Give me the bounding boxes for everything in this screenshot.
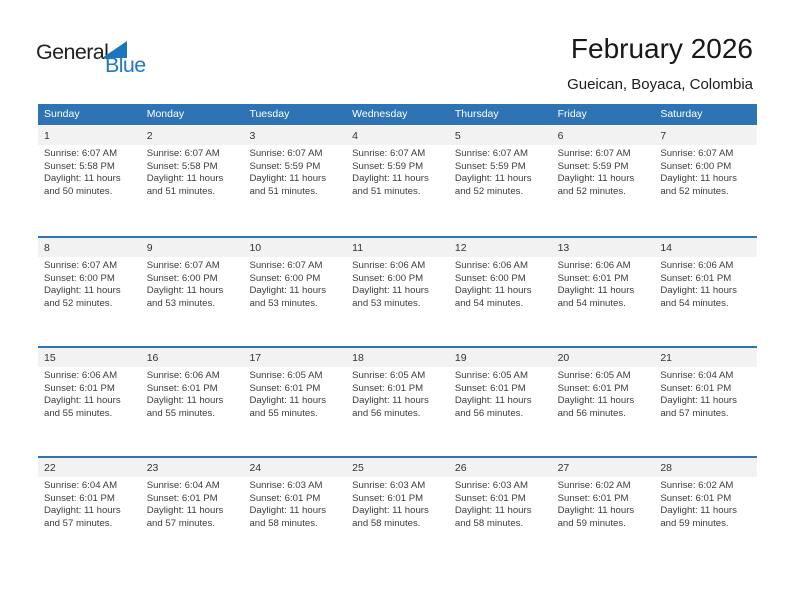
day-number-band	[346, 458, 449, 477]
sunset-text: Sunset: 6:01 PM	[660, 492, 732, 504]
day-cell-9	[141, 238, 244, 346]
page-title: February 2026	[570, 33, 753, 64]
day-number: 25	[352, 461, 364, 474]
sunrise-text: Sunrise: 6:04 AM	[660, 370, 734, 381]
day-info	[552, 145, 655, 199]
daylight-text-line1: Daylight: 11 hours	[352, 285, 429, 297]
daylight-text-line1: Daylight: 11 hours	[660, 395, 737, 407]
sunset-text: Sunset: 6:01 PM	[44, 382, 115, 394]
week-row-4	[38, 456, 757, 566]
daylight-text-line1: Daylight: 11 hours	[557, 395, 635, 407]
day-number-band	[552, 238, 655, 257]
day-cell-16	[141, 348, 244, 456]
day-number: 11	[352, 241, 364, 254]
daylight-text-line2: and 59 minutes.	[557, 518, 626, 530]
month-calendar	[38, 104, 757, 566]
day-info	[141, 145, 244, 199]
daylight-text-line2: and 54 minutes.	[454, 298, 524, 310]
weekday-header-tuesday: Tuesday	[249, 108, 290, 120]
day-number: 24	[249, 461, 262, 474]
daylight-text-line1: Daylight: 11 hours	[660, 285, 737, 297]
day-info	[552, 257, 655, 311]
daylight-text-line2: and 57 minutes.	[44, 518, 113, 530]
daylight-text-line2: and 52 minutes.	[454, 186, 524, 198]
sunrise-text: Sunrise: 6:06 AM	[454, 260, 528, 271]
day-number: 22	[44, 461, 56, 474]
sunrise-text: Sunrise: 6:07 AM	[660, 148, 734, 159]
day-number-band	[552, 458, 655, 477]
daylight-text-line1: Daylight: 11 hours	[557, 285, 635, 297]
sunrise-text: Sunrise: 6:06 AM	[44, 370, 118, 381]
weekday-header-sunday: Sunday	[44, 108, 80, 120]
sunrise-text: Sunrise: 6:07 AM	[249, 148, 323, 159]
daylight-text-line1: Daylight: 11 hours	[249, 395, 327, 407]
day-info	[141, 257, 244, 311]
daylight-text-line2: and 54 minutes.	[557, 298, 626, 310]
sunrise-text: Sunrise: 6:04 AM	[44, 480, 118, 491]
sunrise-text: Sunrise: 6:07 AM	[454, 148, 528, 159]
day-cell-25	[346, 458, 449, 566]
sunrise-text: Sunrise: 6:05 AM	[454, 370, 528, 381]
sunrise-text: Sunrise: 6:03 AM	[454, 480, 528, 491]
sunrise-text: Sunrise: 6:03 AM	[249, 480, 323, 491]
weekday-header-wednesday: Wednesday	[352, 108, 408, 120]
daylight-text-line2: and 56 minutes.	[454, 408, 524, 420]
day-cell-27	[552, 458, 655, 566]
day-number: 15	[44, 351, 56, 364]
day-number-band	[449, 238, 552, 257]
daylight-text-line2: and 58 minutes.	[249, 518, 318, 530]
sunrise-text: Sunrise: 6:05 AM	[249, 370, 323, 381]
day-number: 9	[146, 241, 153, 254]
weekday-header-friday: Friday	[557, 108, 587, 120]
day-cell-17	[243, 348, 346, 456]
day-cell-15	[38, 348, 141, 456]
day-cell-23	[141, 458, 244, 566]
daylight-text-line2: and 52 minutes.	[660, 186, 729, 198]
day-number-band	[243, 458, 346, 477]
day-number-band	[654, 238, 757, 257]
daylight-text-line1: Daylight: 11 hours	[352, 505, 429, 517]
day-cell-3	[243, 126, 346, 236]
sunrise-text: Sunrise: 6:07 AM	[44, 260, 118, 271]
day-number: 28	[660, 461, 672, 474]
day-info	[654, 257, 757, 311]
daylight-text-line2: and 53 minutes.	[249, 298, 318, 310]
day-number-band	[243, 238, 346, 257]
sunset-text: Sunset: 5:58 PM	[44, 160, 115, 172]
day-number: 12	[454, 241, 467, 254]
day-number-band	[141, 126, 244, 145]
daylight-text-line2: and 53 minutes.	[146, 298, 215, 310]
daylight-text-line2: and 57 minutes.	[660, 408, 729, 420]
daylight-text-line1: Daylight: 11 hours	[454, 285, 532, 297]
sunrise-text: Sunrise: 6:07 AM	[352, 148, 426, 159]
daylight-text-line1: Daylight: 11 hours	[146, 285, 224, 297]
day-number: 5	[454, 129, 461, 142]
daylight-text-line1: Daylight: 11 hours	[557, 173, 635, 185]
daylight-text-line1: Daylight: 11 hours	[454, 505, 532, 517]
sunrise-text: Sunrise: 6:06 AM	[146, 370, 220, 381]
daylight-text-line2: and 58 minutes.	[454, 518, 524, 530]
day-number-band	[449, 126, 552, 145]
day-number: 8	[44, 241, 50, 254]
sunset-text: Sunset: 6:01 PM	[454, 492, 526, 504]
daylight-text-line1: Daylight: 11 hours	[146, 173, 224, 185]
day-cell-21	[654, 348, 757, 456]
daylight-text-line1: Daylight: 11 hours	[44, 173, 121, 185]
day-info	[38, 477, 141, 531]
day-cell-18	[346, 348, 449, 456]
day-info	[38, 257, 141, 311]
sunrise-text: Sunrise: 6:06 AM	[557, 260, 631, 271]
sunset-text: Sunset: 5:58 PM	[146, 160, 218, 172]
day-number-band	[449, 348, 552, 367]
daylight-text-line1: Daylight: 11 hours	[249, 505, 327, 517]
day-number: 13	[557, 241, 570, 254]
day-info	[243, 145, 346, 199]
day-info	[654, 145, 757, 199]
daylight-text-line1: Daylight: 11 hours	[454, 173, 532, 185]
day-cell-10	[243, 238, 346, 346]
sunset-text: Sunset: 6:01 PM	[249, 382, 321, 394]
weekday-header-saturday: Saturday	[660, 108, 703, 120]
day-number: 4	[352, 129, 358, 142]
daylight-text-line2: and 55 minutes.	[44, 408, 113, 420]
sunset-text: Sunset: 6:00 PM	[146, 272, 218, 284]
daylight-text-line1: Daylight: 11 hours	[352, 395, 429, 407]
week-row-2	[38, 236, 757, 346]
day-cell-11	[346, 238, 449, 346]
daylight-text-line1: Daylight: 11 hours	[557, 505, 635, 517]
logo-word-general: General	[36, 40, 109, 64]
sunset-text: Sunset: 6:01 PM	[146, 382, 218, 394]
day-number-band	[141, 458, 244, 477]
day-info	[38, 145, 141, 199]
daylight-text-line2: and 55 minutes.	[249, 408, 318, 420]
sunrise-text: Sunrise: 6:07 AM	[146, 148, 220, 159]
day-info	[654, 367, 757, 421]
sunrise-text: Sunrise: 6:07 AM	[557, 148, 631, 159]
sunrise-text: Sunrise: 6:07 AM	[146, 260, 220, 271]
daylight-text-line2: and 55 minutes.	[146, 408, 215, 420]
sunset-text: Sunset: 6:01 PM	[352, 382, 424, 394]
day-info	[552, 367, 655, 421]
daylight-text-line1: Daylight: 11 hours	[146, 505, 224, 517]
day-cell-12	[449, 238, 552, 346]
day-cell-22	[38, 458, 141, 566]
daylight-text-line1: Daylight: 11 hours	[146, 395, 224, 407]
day-info	[141, 367, 244, 421]
daylight-text-line1: Daylight: 11 hours	[44, 505, 121, 517]
sunset-text: Sunset: 6:00 PM	[454, 272, 526, 284]
sunset-text: Sunset: 6:00 PM	[352, 272, 424, 284]
daylight-text-line1: Daylight: 11 hours	[44, 285, 121, 297]
day-number-band	[38, 458, 141, 477]
daylight-text-line2: and 58 minutes.	[352, 518, 421, 530]
sunset-text: Sunset: 6:01 PM	[557, 382, 629, 394]
daylight-text-line2: and 54 minutes.	[660, 298, 729, 310]
sunset-text: Sunset: 5:59 PM	[249, 160, 321, 172]
daylight-text-line2: and 51 minutes.	[146, 186, 215, 198]
sunset-text: Sunset: 6:00 PM	[660, 160, 732, 172]
daylight-text-line1: Daylight: 11 hours	[249, 285, 327, 297]
daylight-text-line1: Daylight: 11 hours	[454, 395, 532, 407]
week-row-3	[38, 346, 757, 456]
day-number: 23	[146, 461, 159, 474]
day-info	[346, 145, 449, 199]
sunset-text: Sunset: 6:01 PM	[557, 272, 629, 284]
day-number: 7	[660, 129, 667, 142]
day-number-band	[654, 126, 757, 145]
day-number: 6	[557, 129, 564, 142]
day-info	[449, 145, 552, 199]
sunrise-text: Sunrise: 6:07 AM	[249, 260, 323, 271]
weekday-header-row	[38, 104, 757, 125]
day-info	[449, 367, 552, 421]
daylight-text-line2: and 53 minutes.	[352, 298, 421, 310]
day-cell-24	[243, 458, 346, 566]
day-number: 26	[454, 461, 467, 474]
sunset-text: Sunset: 5:59 PM	[454, 160, 526, 172]
location-subtitle: Gueican, Boyaca, Colombia	[567, 76, 753, 93]
sunrise-text: Sunrise: 6:02 AM	[660, 480, 734, 491]
day-info	[346, 477, 449, 531]
day-number-band	[243, 126, 346, 145]
day-number-band	[38, 126, 141, 145]
sunrise-text: Sunrise: 6:07 AM	[44, 148, 118, 159]
sunset-text: Sunset: 6:01 PM	[146, 492, 218, 504]
day-info	[449, 257, 552, 311]
day-cell-5	[449, 126, 552, 236]
weekday-header-thursday: Thursday	[454, 108, 499, 120]
day-number: 27	[557, 461, 570, 474]
day-number: 2	[146, 129, 153, 142]
daylight-text-line2: and 50 minutes.	[44, 186, 113, 198]
day-number: 17	[249, 351, 262, 364]
day-cell-19	[449, 348, 552, 456]
sunrise-text: Sunrise: 6:05 AM	[557, 370, 631, 381]
day-cell-14	[654, 238, 757, 346]
daylight-text-line1: Daylight: 11 hours	[44, 395, 121, 407]
day-number: 20	[557, 351, 570, 364]
day-number: 19	[454, 351, 467, 364]
day-number: 14	[660, 241, 672, 254]
daylight-text-line2: and 52 minutes.	[44, 298, 113, 310]
day-number: 3	[249, 129, 256, 142]
day-number: 16	[146, 351, 159, 364]
daylight-text-line2: and 56 minutes.	[352, 408, 421, 420]
sunset-text: Sunset: 6:01 PM	[557, 492, 629, 504]
day-number: 18	[352, 351, 364, 364]
day-number-band	[552, 126, 655, 145]
sunrise-text: Sunrise: 6:04 AM	[146, 480, 220, 491]
daylight-text-line1: Daylight: 11 hours	[660, 505, 737, 517]
weekday-header-monday: Monday	[146, 108, 185, 120]
day-cell-8	[38, 238, 141, 346]
sunrise-text: Sunrise: 6:05 AM	[352, 370, 426, 381]
day-cell-2	[141, 126, 244, 236]
daylight-text-line2: and 59 minutes.	[660, 518, 729, 530]
sunset-text: Sunset: 5:59 PM	[352, 160, 424, 172]
sunset-text: Sunset: 6:01 PM	[660, 382, 732, 394]
day-number-band	[654, 458, 757, 477]
daylight-text-line2: and 51 minutes.	[352, 186, 421, 198]
day-number-band	[141, 238, 244, 257]
sunrise-text: Sunrise: 6:06 AM	[660, 260, 734, 271]
day-info	[552, 477, 655, 531]
sunset-text: Sunset: 6:00 PM	[249, 272, 321, 284]
sunrise-text: Sunrise: 6:06 AM	[352, 260, 426, 271]
day-number: 21	[660, 351, 672, 364]
day-number: 10	[249, 241, 262, 254]
day-number-band	[38, 348, 141, 367]
day-cell-13	[552, 238, 655, 346]
day-number-band	[38, 238, 141, 257]
general-blue-logo	[36, 40, 156, 79]
daylight-text-line1: Daylight: 11 hours	[249, 173, 327, 185]
daylight-text-line1: Daylight: 11 hours	[660, 173, 737, 185]
day-number-band	[552, 348, 655, 367]
day-number-band	[243, 348, 346, 367]
sunset-text: Sunset: 6:01 PM	[352, 492, 424, 504]
day-cell-4	[346, 126, 449, 236]
day-cell-28	[654, 458, 757, 566]
logo-word-blue: Blue	[105, 53, 146, 77]
day-info	[243, 477, 346, 531]
day-cell-26	[449, 458, 552, 566]
day-cell-6	[552, 126, 655, 236]
day-info	[38, 367, 141, 421]
day-info	[346, 257, 449, 311]
week-row-1	[38, 126, 757, 236]
daylight-text-line1: Daylight: 11 hours	[352, 173, 429, 185]
calendar-grid	[38, 126, 757, 566]
sunset-text: Sunset: 6:01 PM	[454, 382, 526, 394]
sunrise-text: Sunrise: 6:02 AM	[557, 480, 631, 491]
day-number-band	[346, 348, 449, 367]
day-info	[243, 257, 346, 311]
day-number-band	[346, 238, 449, 257]
sunset-text: Sunset: 6:01 PM	[249, 492, 321, 504]
daylight-text-line2: and 51 minutes.	[249, 186, 318, 198]
daylight-text-line2: and 56 minutes.	[557, 408, 626, 420]
day-info	[141, 477, 244, 531]
day-info	[243, 367, 346, 421]
day-cell-1	[38, 126, 141, 236]
sunrise-text: Sunrise: 6:03 AM	[352, 480, 426, 491]
sunset-text: Sunset: 6:00 PM	[44, 272, 115, 284]
day-number-band	[449, 458, 552, 477]
day-number-band	[141, 348, 244, 367]
sunset-text: Sunset: 6:01 PM	[44, 492, 115, 504]
daylight-text-line2: and 52 minutes.	[557, 186, 626, 198]
day-number-band	[654, 348, 757, 367]
day-info	[449, 477, 552, 531]
sunset-text: Sunset: 6:01 PM	[660, 272, 732, 284]
day-cell-7	[654, 126, 757, 236]
day-number-band	[346, 126, 449, 145]
day-cell-20	[552, 348, 655, 456]
sunset-text: Sunset: 5:59 PM	[557, 160, 629, 172]
daylight-text-line2: and 57 minutes.	[146, 518, 215, 530]
day-info	[654, 477, 757, 531]
day-info	[346, 367, 449, 421]
day-number: 1	[44, 129, 50, 142]
